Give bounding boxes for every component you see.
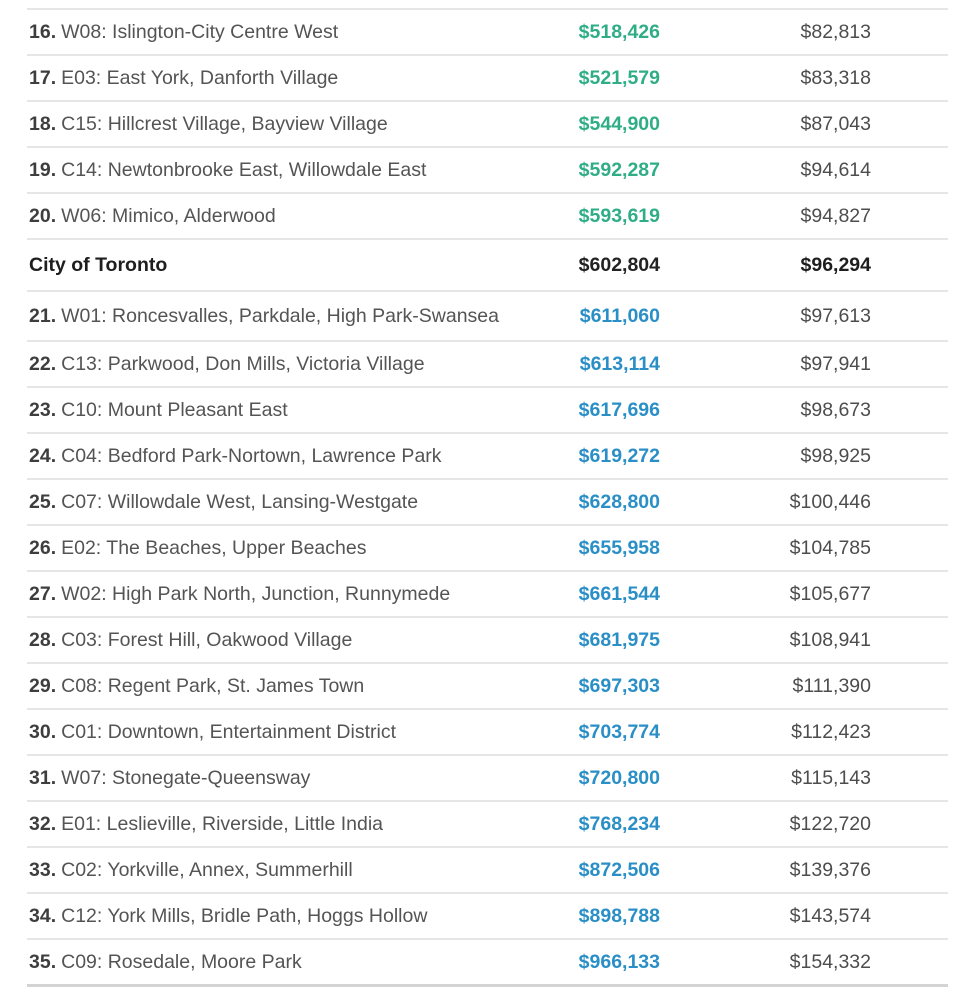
neighbourhood-label: C12: York Mills, Bridle Path, Hoggs Hollow: [61, 904, 428, 927]
income-value: $97,613: [800, 304, 871, 327]
neighbourhood-label: C10: Mount Pleasant East: [61, 398, 288, 421]
neighbourhood-label: C14: Newtonbrooke East, Willowdale East: [61, 158, 427, 181]
city-name: City of Toronto: [29, 253, 168, 276]
price-value: $661,544: [578, 582, 660, 605]
neighbourhood-label: C13: Parkwood, Don Mills, Victoria Village: [61, 352, 425, 375]
income-value: $115,143: [791, 766, 871, 789]
table-row: [27, 572, 948, 618]
neighbourhood-label: W07: Stonegate-Queensway: [61, 766, 311, 789]
neighbourhood-name: [29, 342, 425, 386]
neighbourhood-label: C02: Yorkville, Annex, Summerhill: [61, 858, 353, 881]
table-row: [27, 618, 948, 664]
rank-number: 23.: [29, 398, 57, 421]
table-row: [27, 148, 948, 194]
neighbourhood-name: [29, 802, 383, 846]
income-value: $98,673: [800, 398, 871, 421]
neighbourhood-name: [29, 894, 427, 938]
income-value: $97,941: [800, 352, 871, 375]
neighbourhood-name: [29, 148, 426, 192]
price-value: $655,958: [578, 536, 660, 559]
neighbourhood-name: [29, 56, 338, 100]
rank-number: 19.: [29, 158, 57, 181]
neighbourhood-label: C15: Hillcrest Village, Bayview Village: [61, 112, 388, 135]
table-row: [27, 664, 948, 710]
neighbourhood-name: [29, 388, 288, 432]
rank-number: 32.: [29, 812, 57, 835]
table-row: [27, 56, 948, 102]
neighbourhood-label: C09: Rosedale, Moore Park: [61, 950, 302, 973]
neighbourhood-label: C08: Regent Park, St. James Town: [61, 674, 365, 697]
price-value: $619,272: [578, 444, 660, 467]
rank-number: 17.: [29, 66, 57, 89]
price-value: $518,426: [578, 20, 660, 43]
table-row: [27, 342, 948, 388]
income-value: $154,332: [789, 950, 871, 973]
income-value: $122,720: [789, 812, 871, 835]
price-value: $966,133: [578, 950, 660, 973]
price-value: $544,900: [578, 112, 660, 135]
price-value: $697,303: [578, 674, 660, 697]
income-value: $105,677: [789, 582, 871, 605]
neighbourhood-name: [29, 480, 418, 524]
income-value: $112,423: [791, 720, 871, 743]
price-value: $768,234: [578, 812, 660, 835]
price-value: $521,579: [578, 66, 660, 89]
table-row: [27, 526, 948, 572]
income-value: $87,043: [800, 112, 871, 135]
neighbourhood-label: C07: Willowdale West, Lansing-Westgate: [61, 490, 419, 513]
neighbourhood-name: [29, 434, 442, 478]
price-value: $898,788: [578, 904, 660, 927]
table-row: [27, 940, 948, 987]
rank-number: 18.: [29, 112, 57, 135]
rank-number: 24.: [29, 444, 57, 467]
income-value: $94,827: [800, 204, 871, 227]
neighbourhood-label: W01: Roncesvalles, Parkdale, High Park-Swansea: [61, 304, 499, 327]
income-value: $104,785: [789, 536, 871, 559]
price-value: $703,774: [578, 720, 660, 743]
rank-number: 20.: [29, 204, 57, 227]
neighbourhood-name: [29, 292, 499, 340]
neighbourhood-name: [29, 194, 276, 238]
income-value: $143,574: [789, 904, 871, 927]
rank-number: 33.: [29, 858, 57, 881]
neighbourhood-label: C03: Forest Hill, Oakwood Village: [61, 628, 353, 651]
table-row: [27, 388, 948, 434]
rank-number: 27.: [29, 582, 57, 605]
neighbourhood-name: [29, 710, 396, 754]
table-row: [27, 894, 948, 940]
table-row: [27, 848, 948, 894]
neighbourhood-label: W08: Islington-City Centre West: [61, 20, 339, 43]
neighbourhood-name: [29, 526, 366, 570]
rank-number: 35.: [29, 950, 57, 973]
neighbourhood-label: E03: East York, Danforth Village: [61, 66, 339, 89]
rank-number: 25.: [29, 490, 57, 513]
income-value: $98,925: [800, 444, 871, 467]
price-value: $617,696: [578, 398, 660, 421]
neighbourhood-label: E01: Leslieville, Riverside, Little India: [61, 812, 384, 835]
city-price-value: $602,804: [578, 253, 660, 276]
table-row: [27, 194, 948, 240]
neighbourhood-label: C04: Bedford Park-Nortown, Lawrence Park: [61, 444, 442, 467]
city-income-value: $96,294: [800, 253, 871, 276]
rank-number: 31.: [29, 766, 57, 789]
neighbourhood-label: E02: The Beaches, Upper Beaches: [61, 536, 367, 559]
price-value: $628,800: [578, 490, 660, 513]
rank-number: 28.: [29, 628, 57, 651]
income-value: $108,941: [789, 628, 871, 651]
table-row: [27, 292, 948, 342]
neighbourhood-name: [29, 940, 302, 984]
price-value: $592,287: [578, 158, 660, 181]
price-value: $872,506: [578, 858, 660, 881]
table-row: [27, 710, 948, 756]
neighbourhood-label: C01: Downtown, Entertainment District: [61, 720, 396, 743]
rank-number: 34.: [29, 904, 57, 927]
city-total-row: [27, 240, 948, 292]
table-row: [27, 802, 948, 848]
rank-number: 21.: [29, 304, 57, 327]
price-value: $593,619: [578, 204, 660, 227]
income-value: $100,446: [789, 490, 871, 513]
table-row: [27, 8, 948, 56]
income-value: $82,813: [800, 20, 871, 43]
rank-number: 26.: [29, 536, 57, 559]
neighbourhood-label: W06: Mimico, Alderwood: [61, 204, 276, 227]
neighbourhood-name: [29, 572, 450, 616]
price-value: $681,975: [578, 628, 660, 651]
income-value: $111,390: [792, 674, 871, 697]
income-value: $139,376: [789, 858, 871, 881]
price-value: $611,060: [579, 304, 660, 327]
rank-number: 29.: [29, 674, 57, 697]
neighbourhood-name: [29, 664, 364, 708]
neighbourhood-name: [29, 618, 352, 662]
neighbourhood-label: W02: High Park North, Junction, Runnymede: [61, 582, 451, 605]
table-row: [27, 434, 948, 480]
neighbourhood-name: [29, 848, 353, 892]
rank-number: 16.: [29, 20, 57, 43]
table-row: [27, 480, 948, 526]
neighbourhood-name: [29, 756, 310, 800]
price-value: $720,800: [578, 766, 660, 789]
table-row: [27, 756, 948, 802]
price-value: $613,114: [579, 352, 660, 375]
income-value: $94,614: [800, 158, 871, 181]
rank-number: 30.: [29, 720, 57, 743]
neighbourhood-name: [29, 10, 338, 54]
neighbourhood-table: [27, 8, 948, 987]
rank-number: 22.: [29, 352, 57, 375]
neighbourhood-name: [29, 102, 388, 146]
income-value: $83,318: [800, 66, 871, 89]
table-row: [27, 102, 948, 148]
